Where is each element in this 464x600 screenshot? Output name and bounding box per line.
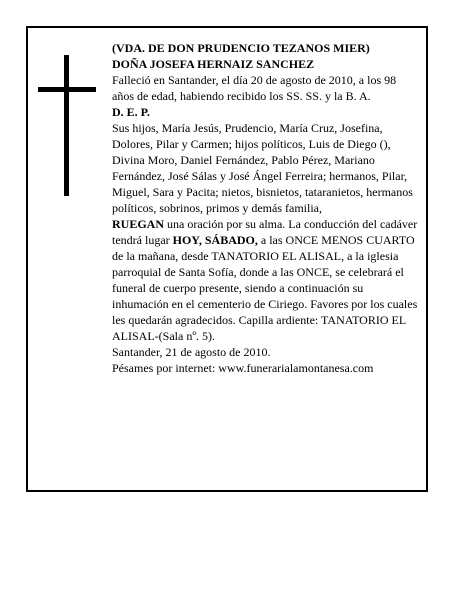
title-line: (VDA. DE DON PRUDENCIO TEZANOS MIER)	[112, 41, 370, 55]
ceremony-text-1: una oración por su alma. La conducción del cadáver tendrá lugar	[112, 217, 418, 247]
ruegan-label: RUEGAN	[112, 217, 165, 231]
condolences-line: Pésames por internet: www.funerarialamontanesa.com	[112, 361, 374, 375]
family-list: Sus hijos, María Jesús, Prudencio, María Cruz, Josefina, Dolores, Pilar y Carmen; hijos políticos, Luis de Diego (), Divina Moro, Daniel Fernández, Pablo Pérez, Mariano Fernández, José Sálas y José Ángel Ferreira; hermanos, Pilar, Miguel, Sara y Pacita; nietos, bisnietos, tataranietos, hermanos políticos, sobrinos, primos y demás familia,	[112, 121, 413, 215]
obituary-content	[112, 40, 420, 376]
date-line: Santander, 21 de agosto de 2010.	[112, 345, 271, 359]
cross-icon	[64, 55, 69, 196]
dep-line: D. E. P.	[112, 105, 150, 119]
ceremony-info	[112, 216, 420, 344]
death-info: Falleció en Santander, el día 20 de agosto de 2010, a los 98 años de edad, habiendo recibido los SS. SS. y la B. A.	[112, 73, 397, 103]
hoy-sabado-label: HOY, SÁBADO,	[172, 233, 258, 247]
deceased-name: DOÑA JOSEFA HERNAIZ SANCHEZ	[112, 57, 315, 71]
ceremony-text-2: a las ONCE MENOS CUARTO de la mañana, desde TANATORIO EL ALISAL, a la iglesia parroquial de Santa Sofía, donde a las ONCE, se celebrará el funeral de cuerpo presente, siendo a continuación su inhumación en el cementerio de Ciriego. Favores por los cuales les quedarán agradecidos. Capilla ardiente: TANATORIO EL ALISAL-(Sala nº. 5).	[112, 233, 418, 343]
cross-icon-bar	[38, 87, 96, 92]
